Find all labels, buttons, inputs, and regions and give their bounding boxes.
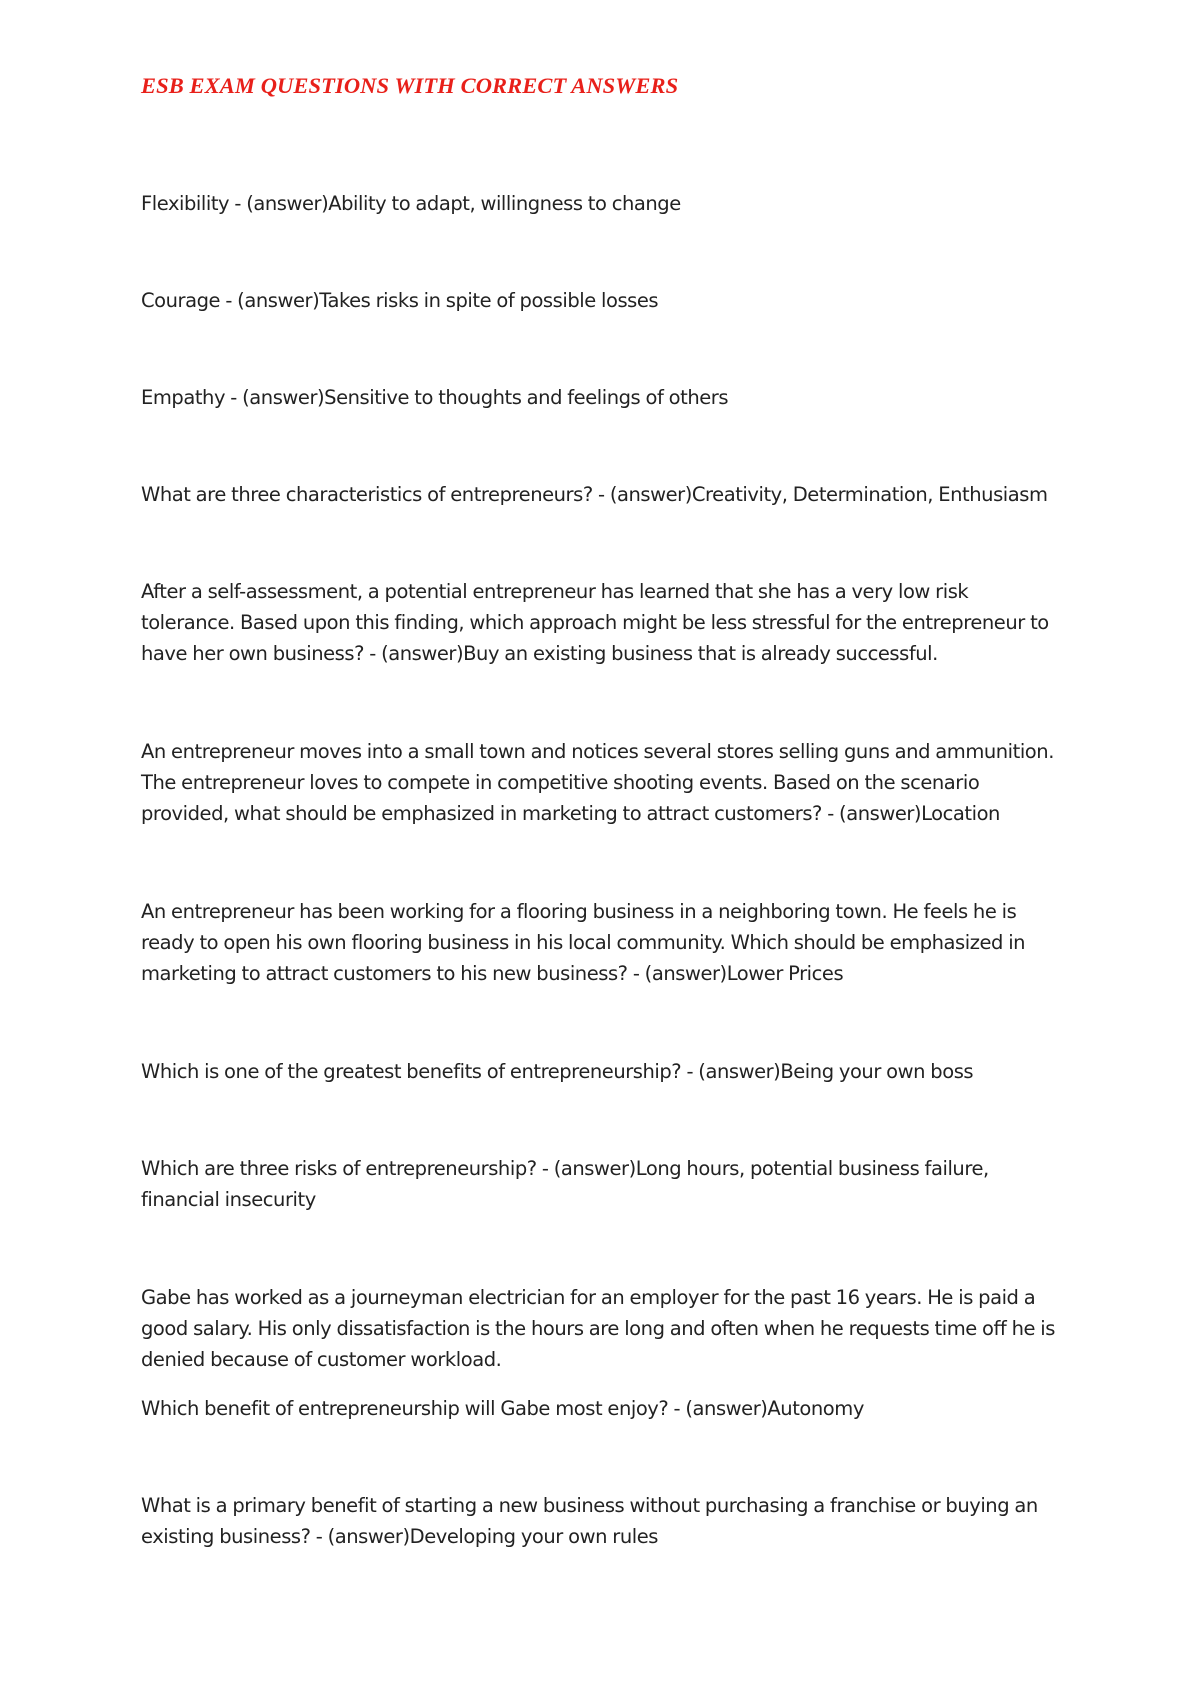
qa-item-courage: Courage - (answer)Takes risks in spite of possible losses — [141, 289, 659, 312]
qa-item-flooring: An entrepreneur has been working for a flooring business in a neighboring town. He feels he is ready to open his own flooring business in his local community. Which should be emphasized in marketing to attract customers to his new business? - (answer)Lower Prices — [141, 900, 1026, 985]
qa-item-risk-tolerance: After a self-assessment, a potential entrepreneur has learned that she has a very low risk tolerance. Based upon this finding, which approach might be less stressful for the entrepreneur to have her own business? - (answer)Buy an existing business that is already successful. — [141, 580, 1049, 665]
qa-item-gabe-question: Which benefit of entrepreneurship will Gabe most enjoy? - (answer)Autonomy — [141, 1397, 864, 1420]
qa-item-new-business: What is a primary benefit of starting a new business without purchasing a franchise or buying an existing business? - (answer)Developing your own rules — [141, 1494, 1038, 1548]
qa-item-small-town: An entrepreneur moves into a small town and notices several stores selling guns and ammunition. The entrepreneur loves to compete in competitive shooting events. Based on the scenario provided, what should be emphasized in marketing to attract customers? - (answer)Location — [141, 740, 1054, 825]
document-title: ESB EXAM QUESTIONS WITH CORRECT ANSWERS — [141, 73, 679, 98]
qa-item-greatest-benefit: Which is one of the greatest benefits of entrepreneurship? - (answer)Being your own boss — [141, 1060, 974, 1083]
qa-item-flexibility: Flexibility - (answer)Ability to adapt, willingness to change — [141, 192, 681, 215]
qa-item-characteristics: What are three characteristics of entrepreneurs? - (answer)Creativity, Determination, Enthusiasm — [141, 483, 1048, 506]
qa-item-empathy: Empathy - (answer)Sensitive to thoughts and feelings of others — [141, 386, 729, 409]
qa-item-gabe-scenario: Gabe has worked as a journeyman electrician for an employer for the past 16 years. He is paid a good salary. His only dissatisfaction is the hours are long and often when he requests time off he is denied because of customer workload. — [141, 1286, 1055, 1371]
qa-item-three-risks: Which are three risks of entrepreneurship? - (answer)Long hours, potential business failure, financial insecurity — [141, 1157, 989, 1211]
